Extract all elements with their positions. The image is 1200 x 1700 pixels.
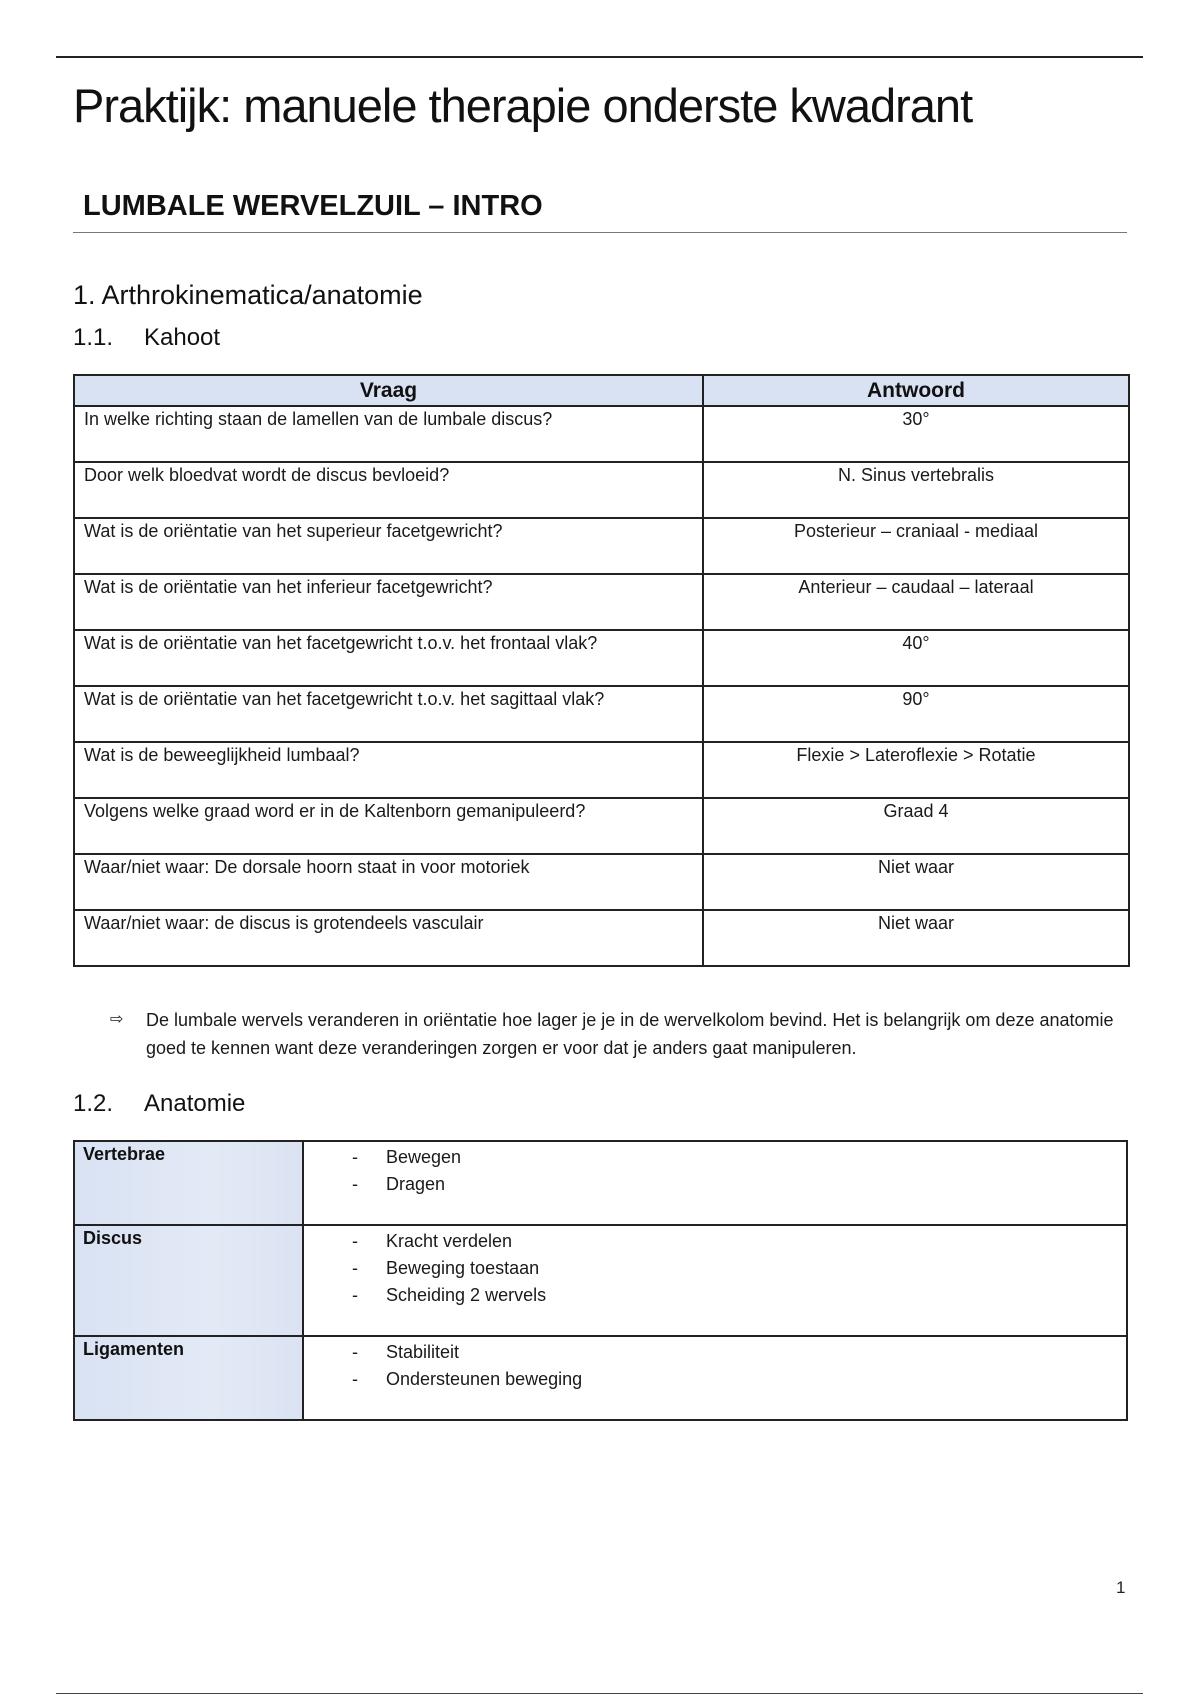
bullet-dash: - <box>352 1369 358 1389</box>
question-cell: Waar/niet waar: de discus is grotendeels vasculair <box>74 910 703 966</box>
bullet-dash: - <box>352 1174 358 1194</box>
item-list <box>304 1226 1126 1309</box>
question-cell: Wat is de oriëntatie van het facetgewricht t.o.v. het sagittaal vlak? <box>74 686 703 742</box>
table-row <box>74 910 1129 966</box>
answer-cell: N. Sinus vertebralis <box>703 462 1129 518</box>
note-text: De lumbale wervels veranderen in oriëntatie hoe lager je je in de wervelkolom bevind. Het is belangrijk om deze anatomie goed te kennen want deze veranderingen zorgen er voor dat je anders gaat manipuleren. <box>146 1010 1114 1058</box>
item-text: Beweging toestaan <box>386 1258 540 1278</box>
subheading-anatomie <box>73 1090 245 1118</box>
list-item <box>304 1255 1126 1282</box>
items-cell <box>303 1225 1127 1336</box>
list-item <box>304 1339 1126 1366</box>
bottom-rule <box>56 1693 1143 1694</box>
answer-cell: Niet waar <box>703 910 1129 966</box>
table-row <box>74 630 1129 686</box>
table-header-row <box>74 375 1129 406</box>
table-row <box>74 854 1129 910</box>
top-rule <box>56 56 1143 58</box>
items-cell <box>303 1336 1127 1420</box>
term-cell: Discus <box>74 1225 303 1336</box>
arrow-right-icon: ⇨ <box>110 1011 124 1028</box>
subheading-kahoot <box>73 324 220 352</box>
item-text: Scheiding 2 wervels <box>386 1285 547 1305</box>
item-text: Bewegen <box>386 1147 462 1167</box>
items-cell <box>303 1141 1127 1225</box>
section-underline <box>73 232 1127 233</box>
answer-cell: Anterieur – caudaal – lateraal <box>703 574 1129 630</box>
bullet-dash: - <box>352 1258 358 1278</box>
table-row <box>74 686 1129 742</box>
question-cell: Volgens welke graad word er in de Kaltenborn gemanipuleerd? <box>74 798 703 854</box>
item-text: Dragen <box>386 1174 446 1194</box>
answer-cell: 40° <box>703 630 1129 686</box>
column-header-vraag: Vraag <box>74 375 703 406</box>
column-header-antwoord: Antwoord <box>703 375 1129 406</box>
table-row <box>74 1141 1127 1225</box>
table-row <box>74 742 1129 798</box>
chapter-heading: 1. Arthrokinematica/anatomie <box>73 280 423 310</box>
question-cell: Wat is de oriëntatie van het superieur facetgewricht? <box>74 518 703 574</box>
answer-cell: Graad 4 <box>703 798 1129 854</box>
subheading-number: 1.2. <box>73 1090 114 1117</box>
page-number: 1 <box>1116 1578 1126 1597</box>
anatomie-table <box>73 1140 1128 1421</box>
bullet-dash: - <box>352 1285 358 1305</box>
bullet-dash: - <box>352 1342 358 1362</box>
item-text: Stabiliteit <box>386 1342 460 1362</box>
subheading-label: Anatomie <box>144 1090 246 1117</box>
question-cell: Wat is de oriëntatie van het facetgewricht t.o.v. het frontaal vlak? <box>74 630 703 686</box>
question-cell: Waar/niet waar: De dorsale hoorn staat in voor motoriek <box>74 854 703 910</box>
list-item <box>304 1366 1126 1393</box>
table-row <box>74 462 1129 518</box>
question-cell: Wat is de oriëntatie van het inferieur facetgewricht? <box>74 574 703 630</box>
kahoot-table <box>73 374 1130 967</box>
answer-cell: Flexie > Lateroflexie > Rotatie <box>703 742 1129 798</box>
table-row <box>74 1336 1127 1420</box>
term-cell: Vertebrae <box>74 1141 303 1225</box>
document-title: Praktijk: manuele therapie onderste kwadrant <box>73 79 973 132</box>
table-row <box>74 406 1129 462</box>
question-cell: Wat is de beweeglijkheid lumbaal? <box>74 742 703 798</box>
item-list <box>304 1142 1126 1198</box>
list-item <box>304 1228 1126 1255</box>
list-item <box>304 1171 1126 1198</box>
note-paragraph <box>110 1006 1130 1062</box>
bullet-dash: - <box>352 1147 358 1167</box>
table-row <box>74 798 1129 854</box>
answer-cell: 90° <box>703 686 1129 742</box>
subheading-label: Kahoot <box>144 324 221 351</box>
item-text: Ondersteunen beweging <box>386 1369 583 1389</box>
question-cell: Door welk bloedvat wordt de discus bevloeid? <box>74 462 703 518</box>
answer-cell: Posterieur – craniaal - mediaal <box>703 518 1129 574</box>
list-item <box>304 1144 1126 1171</box>
list-item <box>304 1282 1126 1309</box>
item-text: Kracht verdelen <box>386 1231 513 1251</box>
term-cell: Ligamenten <box>74 1336 303 1420</box>
section-title: LUMBALE WERVELZUIL – INTRO <box>83 190 543 222</box>
answer-cell: 30° <box>703 406 1129 462</box>
table-row <box>74 518 1129 574</box>
question-cell: In welke richting staan de lamellen van de lumbale discus? <box>74 406 703 462</box>
subheading-number: 1.1. <box>73 324 114 351</box>
answer-cell: Niet waar <box>703 854 1129 910</box>
item-list <box>304 1337 1126 1393</box>
table-row <box>74 574 1129 630</box>
bullet-dash: - <box>352 1231 358 1251</box>
table-row <box>74 1225 1127 1336</box>
